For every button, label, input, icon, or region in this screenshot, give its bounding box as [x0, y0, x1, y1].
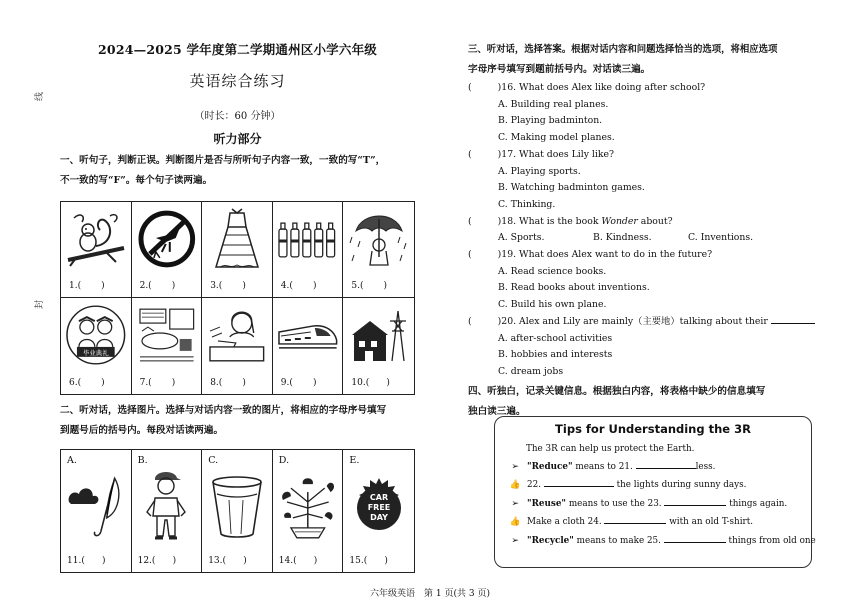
- part2-instruction-2: 到题号后的括号内。每段对话读两遍。: [60, 425, 224, 436]
- picture-cell-3: [202, 202, 273, 298]
- part1-instruction-2: 不一致的写“F”。每个句子读两遍。: [60, 175, 213, 186]
- tips-line-22: 👍 22. the lights during sunny days.: [495, 476, 811, 494]
- answer-slot-10[interactable]: 10.( ): [351, 378, 390, 388]
- tips-box: [494, 416, 816, 568]
- exam-subtitle: 英语综合练习: [189, 72, 286, 90]
- tips-intro: The 3R can help us protect the Earth.: [526, 444, 695, 454]
- dress-icon: [206, 206, 268, 272]
- plant-bouquet-icon: [277, 468, 339, 546]
- answer-slot-7[interactable]: 7.( ): [139, 378, 176, 388]
- answer-slot-9[interactable]: 9.( ): [280, 378, 317, 388]
- question-17[interactable]: ( )17. What does Lily like?: [468, 148, 614, 160]
- no-bird-sign-icon: [136, 206, 198, 272]
- answer-slot-6[interactable]: 6.( ): [69, 378, 105, 388]
- question-18-options: [468, 230, 823, 247]
- question-16-option-a: A. Building real planes.: [498, 98, 609, 110]
- page-footer: 六年级英语 第 1 页(共 3 页): [370, 589, 490, 599]
- picture-cell-4: [273, 202, 344, 298]
- thumbs-up-icon: 👍: [509, 517, 521, 528]
- question-19-option-a: A. Read science books.: [498, 265, 607, 277]
- exam-title: 2024—2025 学年度第二学期通州区小学六年级: [98, 42, 377, 57]
- option-letter-b: B.: [137, 455, 148, 466]
- thumbs-up-icon: 👍: [509, 480, 521, 491]
- question-16-option-b: B. Playing badminton.: [498, 115, 603, 127]
- water-bottles-icon: [277, 206, 339, 272]
- part4-instruction-1: 四、听独白，记录关键信息。根据独白内容，将表格中缺少的信息填写: [468, 385, 766, 397]
- car-free-text-3: DAY: [369, 513, 388, 522]
- tips-line-25: ➢ "Recycle" means to make 25. things from old one: [495, 532, 811, 550]
- left-column: [60, 40, 415, 573]
- question-17-option-b: B. Watching badminton games.: [498, 182, 645, 194]
- arrow-bullet-icon: ➢: [511, 498, 519, 509]
- part2-picture-grid: [60, 449, 415, 573]
- answer-slot-13[interactable]: 13.( ): [208, 556, 247, 566]
- question-16[interactable]: ( )16. What does Alex like doing after school?: [468, 82, 706, 93]
- answer-slot-2[interactable]: 2.( ): [139, 281, 176, 291]
- graduation-badge-text: 毕业典礼: [82, 348, 109, 357]
- answer-slot-14[interactable]: 14.( ): [278, 556, 318, 566]
- tips-line-21: ➢ "Reduce" means to 21. less.: [495, 458, 811, 476]
- graduation-photo-icon: [65, 302, 127, 368]
- exam-duration: （时长：60 分钟）: [194, 111, 281, 122]
- arrow-bullet-icon: ➢: [511, 535, 519, 546]
- picture-cell-1: [61, 202, 132, 298]
- part1-picture-grid: [60, 201, 415, 395]
- tips-title: Tips for Understanding the 3R: [555, 422, 751, 436]
- option-cell-d: [273, 450, 344, 572]
- car-free-day-icon: [347, 468, 410, 546]
- blank-22[interactable]: [544, 478, 614, 487]
- question-17-option-a: A. Playing sports.: [498, 165, 581, 177]
- question-18-option-c: C. Inventions.: [688, 232, 754, 244]
- question-18-option-a: A. Sports.: [498, 232, 545, 244]
- option-cell-e: [343, 450, 414, 572]
- question-19-option-c: C. Build his own plane.: [498, 299, 607, 311]
- picture-cell-8: [202, 298, 273, 394]
- girl-drawing-icon: [206, 302, 268, 368]
- right-column: [468, 40, 823, 422]
- picture-cell-2: [132, 202, 203, 298]
- blank-21[interactable]: [636, 460, 696, 469]
- answer-slot-15[interactable]: 15.( ): [349, 556, 388, 566]
- section-heading: 听力部分: [213, 132, 262, 146]
- option-letter-a: A.: [67, 455, 77, 466]
- option-cell-c: [202, 450, 273, 572]
- part3-instruction-1: 三、听对话，选择答案。根据对话内容和问题选择恰当的选项，将相应选项: [468, 44, 778, 55]
- question-20-option-a: A. after-school activities: [498, 332, 613, 344]
- option-cell-a: [61, 450, 132, 572]
- arrow-bullet-icon: ➢: [511, 462, 519, 472]
- picture-cell-6: [61, 298, 132, 394]
- option-cell-b: [132, 450, 203, 572]
- part1-instruction-1: 一、听句子，判断正误。判断图片是否与所听句子内容一致，一致的写“T”，: [60, 155, 386, 166]
- house-power-tower-icon: [347, 302, 410, 368]
- car-free-text-2: FREE: [367, 503, 390, 512]
- question-20[interactable]: ( )20. Alex and Lily are mainly（主要地）talking about their: [468, 314, 823, 331]
- option-letter-e: E.: [349, 455, 360, 466]
- part4-instruction-2: 独白读三遍。: [468, 405, 526, 417]
- car-free-text-1: CAR: [369, 493, 388, 502]
- picture-cell-5: [343, 202, 414, 298]
- tips-line-24: 👍 Make a cloth 24. with an old T-shirt.: [495, 513, 811, 531]
- picture-cell-10: [343, 298, 414, 394]
- high-speed-train-icon: [277, 302, 339, 368]
- picture-cell-7: [132, 298, 203, 394]
- question-20-blank[interactable]: [771, 315, 815, 324]
- answer-slot-11[interactable]: 11.( ): [67, 556, 106, 566]
- blank-24[interactable]: [604, 515, 666, 524]
- answer-slot-12[interactable]: 12.( ): [137, 556, 177, 566]
- question-17-option-c: C. Thinking.: [498, 198, 556, 210]
- question-18[interactable]: ( )18. What is the book Wonder about?: [468, 215, 673, 227]
- question-18-option-b: B. Kindness.: [593, 232, 652, 244]
- question-19-option-b: B. Read books about inventions.: [498, 282, 650, 294]
- tips-line-23: ➢ "Reuse" means to use the 23. things again.: [495, 495, 811, 513]
- squirrel-on-branch-icon: [65, 206, 127, 272]
- paper-cup-icon: [206, 468, 268, 546]
- part2-instruction-1: 二、听对话，选择图片。选择与对话内容一致的图片，将相应的字母序号填写: [60, 405, 387, 416]
- blank-23[interactable]: [664, 497, 726, 506]
- question-19[interactable]: ( )19. What does Alex want to do in the future?: [468, 249, 713, 261]
- question-20-option-b: B. hobbies and interests: [498, 349, 613, 361]
- umbrella-rain-icon: [347, 206, 410, 272]
- blank-25[interactable]: [664, 534, 726, 543]
- answer-slot-5[interactable]: 5.( ): [351, 281, 388, 291]
- part3-instruction-2: 字母序号填写到题前括号内。对话读三遍。: [468, 64, 651, 75]
- cloud-umbrella-icon: [65, 468, 127, 546]
- binding-mark-2: 封: [35, 299, 46, 310]
- answer-slot-4[interactable]: 4.( ): [280, 281, 317, 291]
- question-16-option-c: C. Making model planes.: [498, 132, 615, 144]
- binding-mark-1: 线: [35, 91, 46, 102]
- answer-slot-1[interactable]: 1.( ): [69, 281, 105, 291]
- option-letter-d: D.: [278, 455, 290, 466]
- boy-cap-icon: [136, 468, 198, 546]
- question-20-option-c: C. dream jobs: [498, 365, 564, 377]
- answer-slot-3[interactable]: 3.( ): [210, 281, 246, 291]
- school-map-icon: [136, 302, 198, 368]
- answer-slot-8[interactable]: 8.( ): [210, 378, 246, 388]
- option-letter-c: C.: [208, 455, 219, 466]
- picture-cell-9: [273, 298, 344, 394]
